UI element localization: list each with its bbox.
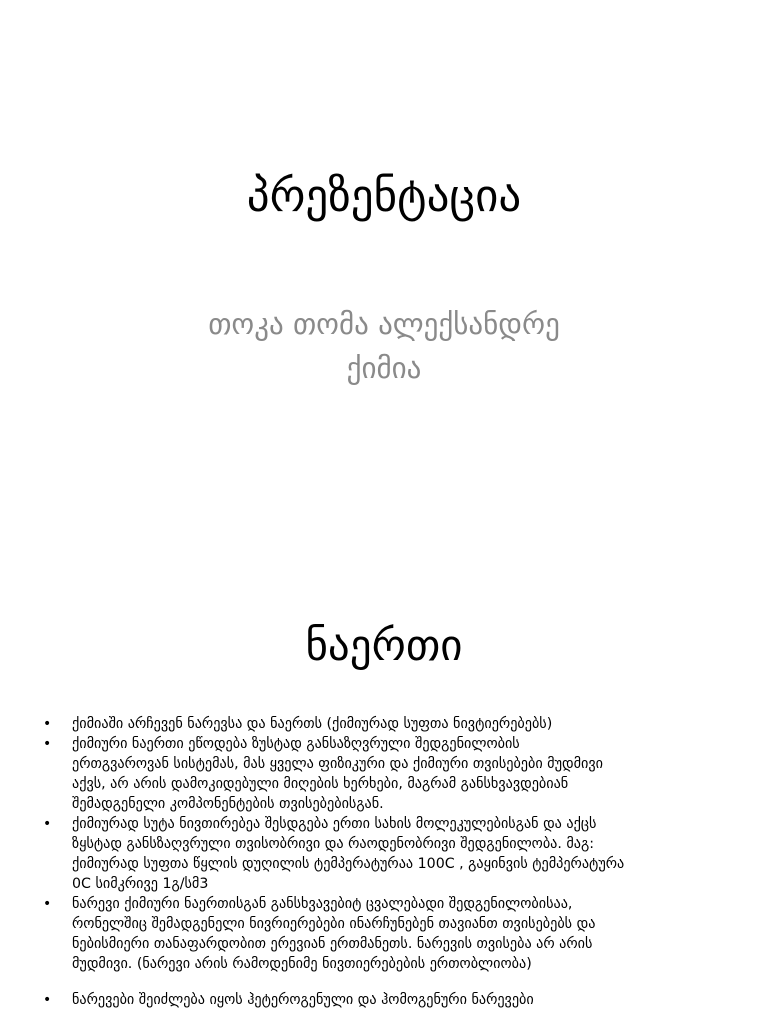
presentation-title: პრეზენტაცია	[246, 169, 522, 222]
bullet-text-line: ქიმიურად სუფთა წყლის დუღილის ტემპერატურაა 100C , გაყინვის ტემპერატურა	[72, 856, 625, 872]
bullet-text-line: ერთგვაროვან სისტემას, მას ყველა ფიზიკური და ქიმიური თვისებები მუდმივი	[72, 756, 603, 772]
slide-compound	[0, 576, 768, 1024]
bullet-dot: •	[43, 736, 52, 752]
presentation-subtitle	[0, 302, 768, 390]
bullet-text-line: რონელშიც შემადგენელი ნივრიერებები ინარჩუნებენ თავიანთ თვისებებს და	[72, 916, 596, 932]
bullet-dot: •	[43, 992, 52, 1008]
bullet-text-line: შემადგენელი კომპონენტების თვისებებისგან.	[72, 796, 384, 812]
bullet-text-line: აქვს, არ არის დამოკიდებული მიღების ხერხები, მაგრამ განსხვავდებიან	[72, 776, 569, 792]
bullet-item	[40, 714, 730, 734]
bullet-text-line: ქიმიურად სუტა ნივთირებეა შესდგება ერთი სახის მოლეკულებისგან და აქცს	[72, 816, 597, 832]
bullet-dot: •	[43, 896, 52, 912]
bullet-text-line: ქიმიაში არჩევენ ნარევსა და ნაერთს (ქიმიურად სუფთა ნივტიერებებს)	[72, 716, 553, 732]
bullet-item	[40, 894, 730, 974]
bullet-item	[40, 734, 730, 814]
slide-title-compound: ნაერთი	[305, 621, 463, 671]
subtitle-subject: ქიმია	[346, 351, 422, 385]
bullet-list	[40, 714, 730, 1010]
bullet-item	[40, 814, 730, 894]
bullet-item	[40, 990, 730, 1010]
bullet-text-line: 0C სიმკრივე 1გ/სმ3	[72, 876, 209, 892]
bullet-text-line: ნებისმიერი თანაფარდობით ერევიან ერთმანეთს. ნარევის თვისება არ არის	[72, 936, 593, 952]
bullet-dot: •	[43, 716, 52, 732]
bullet-text-line: ნარევი ქიმიური ნაერთისგან განსხვავებიტ ცვალებადი შედგენილობისაა,	[72, 896, 573, 912]
subtitle-author: თოკა თომა ალექსანდრე	[208, 307, 560, 341]
bullet-text-line: ნარევები შეიძლება იყოს ჰეტეროგენული და ჰომოგენური ნარევები	[72, 992, 534, 1008]
bullet-text-line: ზყსტად განსზაღვრული თვისობრივი და რაოდენობრივი შედგენილობა. მაგ:	[72, 836, 595, 852]
bullet-dot: •	[43, 816, 52, 832]
bullet-text-line: მუდმივი. (ნარევი არის რამოდენიმე ნივთიერებების ერთობლიობა)	[72, 956, 532, 972]
bullet-text-line: ქიმიური ნაერთი ეწოდება ზუსტად განსაზღვრული შედგენილობის	[72, 736, 520, 752]
